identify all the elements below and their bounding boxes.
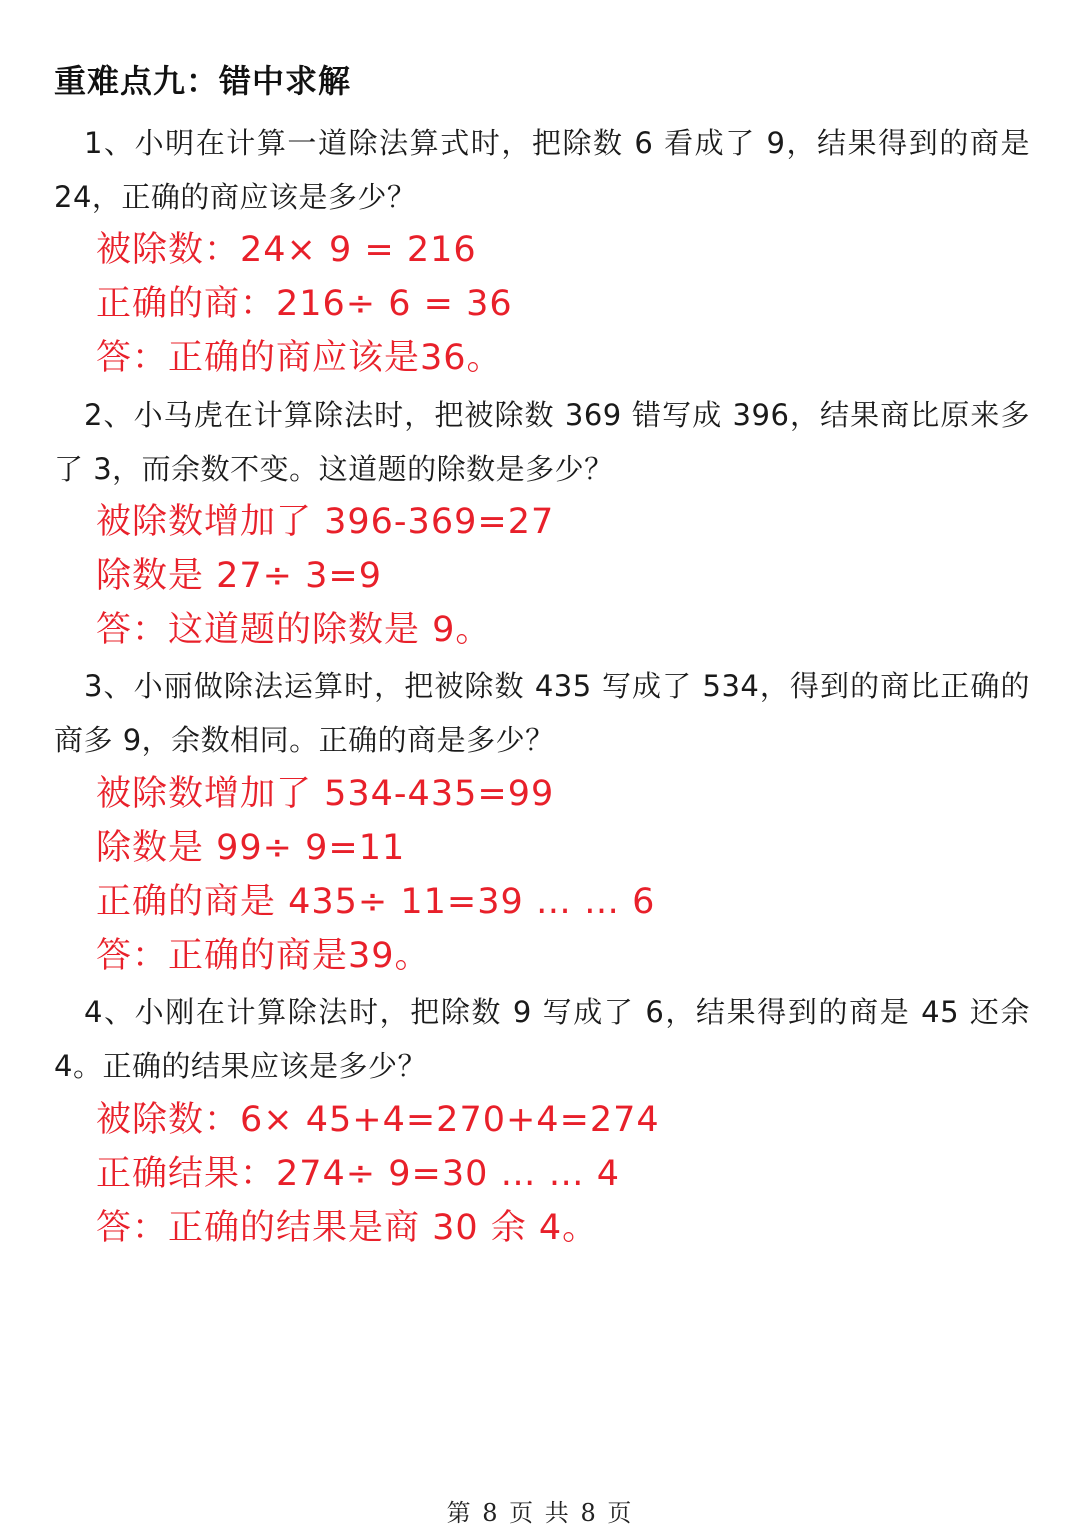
problem-4-answer-line-2: 正确结果：274÷ 9=30 … … 4 bbox=[96, 1154, 621, 1194]
problem-2-question: 2、小马虎在计算除法时，把被除数 369 错写成 396，结果商比原来多了 3，而余数不变。这道题的除数是多少？ bbox=[54, 398, 1030, 486]
problem-1-answer-line-1: 被除数：24× 9 = 216 bbox=[96, 230, 477, 270]
problem-1-question: 1、小明在计算一道除法算式时，把除数 6 看成了 9，结果得到的商是 24，正确的商应该是多少？ bbox=[54, 126, 1030, 214]
problem-3-answer-line-3: 正确的商是 435÷ 11=39 … … 6 bbox=[96, 882, 656, 922]
problem-2-answer-line-3: 答：这道题的除数是 9。 bbox=[96, 610, 492, 650]
section-title: 重难点九：错中求解 bbox=[54, 62, 352, 100]
problem-3-answer-line-1: 被除数增加了 534-435=99 bbox=[96, 774, 555, 814]
problem-4-answer-line-1: 被除数：6× 45+4=270+4=274 bbox=[96, 1100, 660, 1140]
problem-3-answer-line-2: 除数是 99÷ 9=11 bbox=[96, 828, 406, 868]
problem-2-answer-line-2: 除数是 27÷ 3=9 bbox=[96, 556, 382, 596]
problem-1-answer-line-3: 答：正确的商应该是36。 bbox=[96, 338, 503, 378]
problem-2-answer-line-1: 被除数增加了 396-369=27 bbox=[96, 502, 555, 542]
problem-1-answer-line-2: 正确的商：216÷ 6 = 36 bbox=[96, 284, 513, 324]
problem-4-answer-line-3: 答：正确的结果是商 30 余 4。 bbox=[96, 1208, 599, 1248]
page-footer: 第 8 页 共 8 页 bbox=[446, 1499, 634, 1527]
problem-3-answer-line-4: 答：正确的商是39。 bbox=[96, 936, 431, 976]
problem-4-question: 4、小刚在计算除法时，把除数 9 写成了 6，结果得到的商是 45 还余 4。正确的结果应该是多少？ bbox=[54, 995, 1030, 1083]
problem-3-question: 3、小丽做除法运算时，把被除数 435 写成了 534，得到的商比正确的商多 9，余数相同。正确的商是多少？ bbox=[54, 669, 1030, 757]
